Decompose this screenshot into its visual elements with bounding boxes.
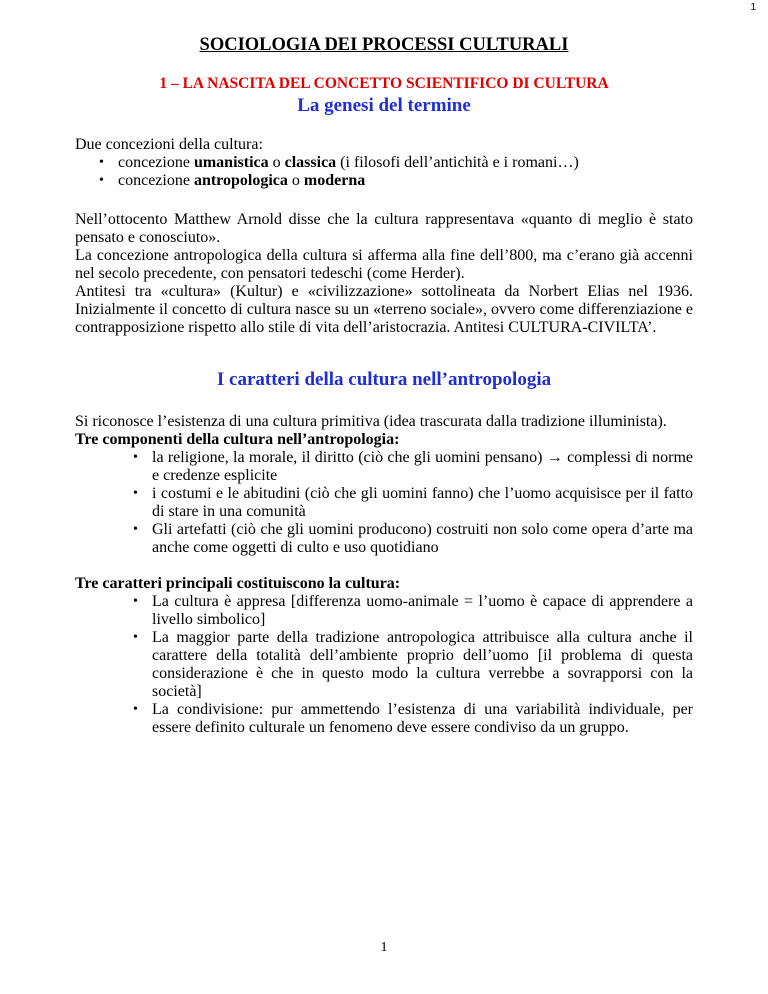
bullet-icon: • [133, 630, 138, 645]
section2-intro: Si riconosce l’esistenza di una cultura primitiva (idea trascurata dalla tradizione illuminista). [75, 413, 667, 430]
paragraph-arnold: Nell’ottocento Matthew Arnold disse che la cultura rappresentava «quanto di meglio è stato pensato e conosciuto». [75, 211, 693, 246]
list-item: • La cultura è appresa [differenza uomo-animale = l’uomo è capace di apprendere a livello simbolico] [133, 593, 693, 628]
list-item: • concezione antropologica o moderna [99, 172, 366, 189]
bullet-icon: • [133, 486, 138, 501]
page-number-top: 1 [750, 2, 756, 13]
components-list [75, 449, 693, 557]
section-title-genesi: La genesi del termine [297, 95, 471, 116]
components-heading: Tre componenti della cultura nell’antropologia: [75, 431, 400, 448]
traits-heading: Tre caratteri principali costituiscono la cultura: [75, 575, 401, 592]
traits-list [75, 593, 693, 737]
section-title-caratteri: I caratteri della cultura nell’antropologia [216, 369, 552, 390]
list-item: • i costumi e le abitudini (ciò che gli uomini fanno) che l’uomo acquisisce per il fatto di stare in una comunità [133, 485, 693, 520]
list-item: • la religione, la morale, il diritto (ciò che gli uomini pensano) → complessi di norme e credenze esplicite [133, 449, 693, 484]
bullet-icon: • [133, 450, 138, 465]
page-number-footer: 1 [380, 940, 388, 955]
document-body [75, 30, 693, 737]
document-title: SOCIOLOGIA DEI PROCESSI CULTURALI [199, 35, 569, 55]
bullet-icon: • [99, 155, 104, 170]
bullet-icon: • [133, 594, 138, 609]
list-item: • La maggior parte della tradizione antropologica attribuisce alla cultura anche il carattere della totalità dell’ambiente proprio dell’uomo [il problema di questa considerazione è che in questo modo la cultura verrebbe a sovrapporsi con la società] [133, 629, 693, 700]
concezioni-list [75, 154, 693, 190]
bullet-icon: • [99, 173, 104, 188]
bullet-icon: • [133, 522, 138, 537]
section1-intro: Due concezioni della cultura: [75, 136, 263, 153]
list-item: • Gli artefatti (ciò che gli uomini producono) costruiti non solo come opera d’arte ma anche come oggetti di culto e uso quotidiano [133, 521, 693, 556]
paragraph-concezione-antropologica: La concezione antropologica della cultura si afferma alla fine dell’800, ma c’erano già accenni nel secolo precedente, con pensatori tedeschi (come Herder). [75, 247, 693, 282]
list-item: • concezione umanistica o classica (i filosofi dell’antichità e i romani…) [99, 154, 579, 171]
paragraph-antitesi: Antitesi tra «cultura» (Kultur) e «civilizzazione» sottolineata da Norbert Elias nel 1936. Inizialmente il concetto di cultura nasce su un «terreno sociale», ovvero come differenziazione e contrapposizione rispetto allo stile di vita dell’aristocrazia. Antitesi CULTURA-CIVILTA’. [75, 283, 693, 336]
chapter-title: 1 – LA NASCITA DEL CONCETTO SCIENTIFICO DI CULTURA [159, 75, 609, 92]
list-item: • La condivisione: pur ammettendo l’esistenza di una variabilità individuale, per essere definito culturale un fenomeno deve essere condiviso da un gruppo. [133, 701, 693, 736]
bullet-icon: • [133, 702, 138, 717]
